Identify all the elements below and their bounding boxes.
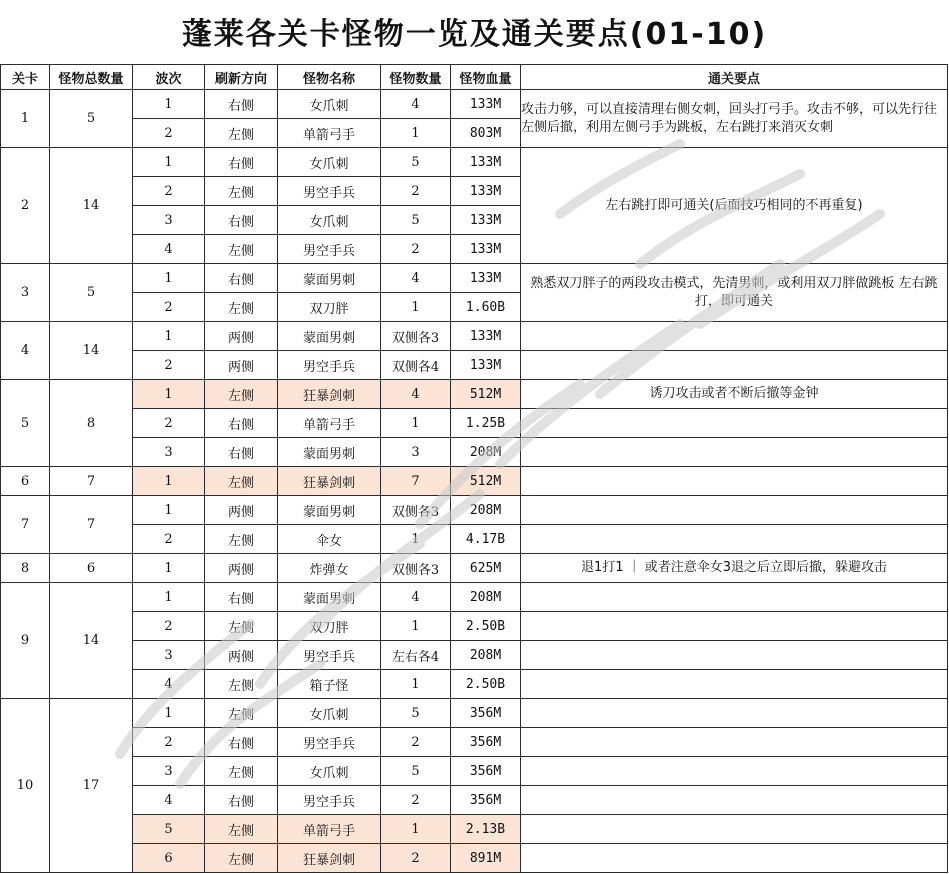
direction-cell: 左侧 bbox=[205, 670, 278, 699]
tips-cell bbox=[521, 728, 948, 757]
level-cell: 9 bbox=[1, 583, 50, 699]
table-row bbox=[1, 409, 948, 438]
tips-cell bbox=[521, 467, 948, 496]
total-count-cell: 14 bbox=[50, 583, 133, 699]
monster-count-cell: 1 bbox=[381, 525, 451, 554]
header-level: 关卡 bbox=[1, 65, 50, 90]
wave-cell: 1 bbox=[133, 467, 205, 496]
direction-cell: 左侧 bbox=[205, 119, 278, 148]
monster-hp-cell: 512M bbox=[451, 380, 521, 409]
tips-cell bbox=[521, 583, 948, 612]
monster-hp-cell: 2.13B bbox=[451, 815, 521, 844]
wave-cell: 1 bbox=[133, 554, 205, 583]
monster-count-cell: 1 bbox=[381, 119, 451, 148]
monster-hp-cell: 356M bbox=[451, 757, 521, 786]
tips-cell bbox=[521, 757, 948, 786]
table-row bbox=[1, 844, 948, 873]
monster-name-cell: 蒙面男刺 bbox=[278, 496, 381, 525]
tips-cell bbox=[521, 844, 948, 873]
wave-cell: 2 bbox=[133, 728, 205, 757]
tips-cell bbox=[521, 351, 948, 380]
tips-cell bbox=[521, 815, 948, 844]
table-row bbox=[1, 264, 948, 293]
direction-cell: 两侧 bbox=[205, 496, 278, 525]
monster-count-cell: 1 bbox=[381, 409, 451, 438]
monster-hp-cell: 356M bbox=[451, 786, 521, 815]
direction-cell: 两侧 bbox=[205, 554, 278, 583]
total-count-cell: 5 bbox=[50, 90, 133, 148]
total-count-cell: 7 bbox=[50, 496, 133, 554]
total-count-cell: 7 bbox=[50, 467, 133, 496]
monster-hp-cell: 133M bbox=[451, 206, 521, 235]
monster-count-cell: 双侧各3 bbox=[381, 322, 451, 351]
level-cell: 4 bbox=[1, 322, 50, 380]
monster-name-cell: 蒙面男刺 bbox=[278, 583, 381, 612]
monster-hp-cell: 208M bbox=[451, 583, 521, 612]
monster-name-cell: 单箭弓手 bbox=[278, 119, 381, 148]
monster-name-cell: 女爪刺 bbox=[278, 206, 381, 235]
monster-count-cell: 2 bbox=[381, 728, 451, 757]
monster-name-cell: 箱子怪 bbox=[278, 670, 381, 699]
direction-cell: 左侧 bbox=[205, 467, 278, 496]
direction-cell: 左侧 bbox=[205, 844, 278, 873]
monster-name-cell: 男空手兵 bbox=[278, 641, 381, 670]
wave-cell: 4 bbox=[133, 235, 205, 264]
monster-count-cell: 2 bbox=[381, 235, 451, 264]
monster-name-cell: 男空手兵 bbox=[278, 235, 381, 264]
monster-count-cell: 2 bbox=[381, 177, 451, 206]
tips-cell bbox=[521, 612, 948, 641]
header-monster-count: 怪物数量 bbox=[381, 65, 451, 90]
wave-cell: 1 bbox=[133, 496, 205, 525]
monster-hp-cell: 891M bbox=[451, 844, 521, 873]
total-count-cell: 17 bbox=[50, 699, 133, 873]
level-cell: 10 bbox=[1, 699, 50, 873]
wave-cell: 3 bbox=[133, 641, 205, 670]
monster-count-cell: 1 bbox=[381, 815, 451, 844]
monster-name-cell: 单箭弓手 bbox=[278, 815, 381, 844]
direction-cell: 左侧 bbox=[205, 293, 278, 322]
monster-hp-cell: 133M bbox=[451, 90, 521, 119]
direction-cell: 右侧 bbox=[205, 728, 278, 757]
direction-cell: 右侧 bbox=[205, 264, 278, 293]
wave-cell: 2 bbox=[133, 409, 205, 438]
monster-name-cell: 狂暴剑刺 bbox=[278, 844, 381, 873]
level-cell: 6 bbox=[1, 467, 50, 496]
monster-count-cell: 1 bbox=[381, 612, 451, 641]
direction-cell: 右侧 bbox=[205, 583, 278, 612]
table-row bbox=[1, 148, 948, 177]
level-cell: 1 bbox=[1, 90, 50, 148]
monster-hp-cell: 1.25B bbox=[451, 409, 521, 438]
header-direction: 刷新方向 bbox=[205, 65, 278, 90]
monster-count-cell: 左右各4 bbox=[381, 641, 451, 670]
table-row bbox=[1, 670, 948, 699]
tips-cell bbox=[521, 786, 948, 815]
wave-cell: 6 bbox=[133, 844, 205, 873]
direction-cell: 左侧 bbox=[205, 612, 278, 641]
wave-cell: 2 bbox=[133, 525, 205, 554]
table-row bbox=[1, 757, 948, 786]
total-count-cell: 14 bbox=[50, 148, 133, 264]
monster-hp-cell: 133M bbox=[451, 177, 521, 206]
direction-cell: 左侧 bbox=[205, 380, 278, 409]
monster-hp-cell: 4.17B bbox=[451, 525, 521, 554]
direction-cell: 右侧 bbox=[205, 148, 278, 177]
monster-hp-cell: 356M bbox=[451, 728, 521, 757]
monster-name-cell: 双刀胖 bbox=[278, 612, 381, 641]
monster-hp-cell: 2.50B bbox=[451, 612, 521, 641]
wave-cell: 4 bbox=[133, 786, 205, 815]
tips-cell: 攻击力够，可以直接清理右侧女刺，回头打弓手。攻击不够，可以先行往左侧后撤，利用左侧弓手为跳板，左右跳打来消灭女刺 bbox=[521, 90, 948, 148]
direction-cell: 左侧 bbox=[205, 525, 278, 554]
monster-hp-cell: 625M bbox=[451, 554, 521, 583]
wave-cell: 2 bbox=[133, 351, 205, 380]
table-row bbox=[1, 525, 948, 554]
level-cell: 2 bbox=[1, 148, 50, 264]
wave-cell: 1 bbox=[133, 380, 205, 409]
header-wave: 波次 bbox=[133, 65, 205, 90]
monster-count-cell: 2 bbox=[381, 786, 451, 815]
table-row bbox=[1, 496, 948, 525]
tips-cell bbox=[521, 409, 948, 438]
header-row bbox=[1, 65, 948, 90]
monster-count-cell: 4 bbox=[381, 380, 451, 409]
table-row bbox=[1, 351, 948, 380]
monster-count-cell: 双侧各3 bbox=[381, 496, 451, 525]
monster-name-cell: 双刀胖 bbox=[278, 293, 381, 322]
monster-name-cell: 女爪刺 bbox=[278, 90, 381, 119]
wave-cell: 1 bbox=[133, 90, 205, 119]
table-row bbox=[1, 380, 948, 409]
level-cell: 8 bbox=[1, 554, 50, 583]
monster-name-cell: 伞女 bbox=[278, 525, 381, 554]
wave-cell: 1 bbox=[133, 583, 205, 612]
total-count-cell: 14 bbox=[50, 322, 133, 380]
monster-table bbox=[0, 64, 948, 873]
direction-cell: 左侧 bbox=[205, 699, 278, 728]
direction-cell: 两侧 bbox=[205, 351, 278, 380]
monster-name-cell: 男空手兵 bbox=[278, 351, 381, 380]
table-row bbox=[1, 786, 948, 815]
monster-count-cell: 1 bbox=[381, 670, 451, 699]
direction-cell: 右侧 bbox=[205, 786, 278, 815]
wave-cell: 2 bbox=[133, 293, 205, 322]
monster-count-cell: 3 bbox=[381, 438, 451, 467]
direction-cell: 左侧 bbox=[205, 177, 278, 206]
tips-cell bbox=[521, 322, 948, 351]
monster-count-cell: 4 bbox=[381, 90, 451, 119]
monster-hp-cell: 356M bbox=[451, 699, 521, 728]
monster-name-cell: 女爪刺 bbox=[278, 148, 381, 177]
level-cell: 3 bbox=[1, 264, 50, 322]
monster-hp-cell: 133M bbox=[451, 351, 521, 380]
table-row bbox=[1, 554, 948, 583]
table-row bbox=[1, 583, 948, 612]
monster-name-cell: 蒙面男刺 bbox=[278, 264, 381, 293]
tips-cell: 左右跳打即可通关(后面技巧相同的不再重复) bbox=[521, 148, 948, 264]
table-row bbox=[1, 815, 948, 844]
monster-name-cell: 单箭弓手 bbox=[278, 409, 381, 438]
table-row bbox=[1, 90, 948, 119]
direction-cell: 右侧 bbox=[205, 206, 278, 235]
monster-count-cell: 双侧各4 bbox=[381, 351, 451, 380]
tips-cell bbox=[521, 525, 948, 554]
direction-cell: 左侧 bbox=[205, 757, 278, 786]
table-row bbox=[1, 728, 948, 757]
wave-cell: 2 bbox=[133, 119, 205, 148]
monster-count-cell: 双侧各3 bbox=[381, 554, 451, 583]
monster-hp-cell: 208M bbox=[451, 496, 521, 525]
tips-cell bbox=[521, 496, 948, 525]
table-row bbox=[1, 322, 948, 351]
monster-hp-cell: 512M bbox=[451, 467, 521, 496]
wave-cell: 1 bbox=[133, 264, 205, 293]
wave-cell: 1 bbox=[133, 699, 205, 728]
direction-cell: 两侧 bbox=[205, 322, 278, 351]
wave-cell: 5 bbox=[133, 815, 205, 844]
header-total: 怪物总数量 bbox=[50, 65, 133, 90]
tips-cell bbox=[521, 670, 948, 699]
level-cell: 7 bbox=[1, 496, 50, 554]
table-row bbox=[1, 699, 948, 728]
monster-name-cell: 蒙面男刺 bbox=[278, 438, 381, 467]
wave-cell: 1 bbox=[133, 322, 205, 351]
wave-cell: 3 bbox=[133, 757, 205, 786]
monster-count-cell: 5 bbox=[381, 699, 451, 728]
monster-name-cell: 狂暴剑刺 bbox=[278, 380, 381, 409]
monster-hp-cell: 208M bbox=[451, 641, 521, 670]
monster-name-cell: 蒙面男刺 bbox=[278, 322, 381, 351]
monster-hp-cell: 208M bbox=[451, 438, 521, 467]
header-monster-hp: 怪物血量 bbox=[451, 65, 521, 90]
level-cell: 5 bbox=[1, 380, 50, 467]
direction-cell: 右侧 bbox=[205, 90, 278, 119]
monster-name-cell: 炸弹女 bbox=[278, 554, 381, 583]
table-row bbox=[1, 612, 948, 641]
total-count-cell: 8 bbox=[50, 380, 133, 467]
monster-count-cell: 7 bbox=[381, 467, 451, 496]
monster-name-cell: 男空手兵 bbox=[278, 786, 381, 815]
direction-cell: 左侧 bbox=[205, 235, 278, 264]
wave-cell: 1 bbox=[133, 148, 205, 177]
monster-name-cell: 女爪刺 bbox=[278, 699, 381, 728]
tips-cell bbox=[521, 438, 948, 467]
wave-cell: 3 bbox=[133, 206, 205, 235]
table-row bbox=[1, 467, 948, 496]
monster-hp-cell: 133M bbox=[451, 148, 521, 177]
table-row bbox=[1, 438, 948, 467]
tips-cell: 诱刀攻击或者不断后撤等金钟 bbox=[521, 380, 948, 409]
header-monster-name: 怪物名称 bbox=[278, 65, 381, 90]
monster-hp-cell: 2.50B bbox=[451, 670, 521, 699]
page-title: 蓬莱各关卡怪物一览及通关要点(01-10) bbox=[181, 17, 768, 52]
monster-hp-cell: 133M bbox=[451, 322, 521, 351]
monster-count-cell: 2 bbox=[381, 844, 451, 873]
monster-hp-cell: 1.60B bbox=[451, 293, 521, 322]
tips-cell bbox=[521, 699, 948, 728]
monster-count-cell: 1 bbox=[381, 293, 451, 322]
direction-cell: 右侧 bbox=[205, 409, 278, 438]
total-count-cell: 6 bbox=[50, 554, 133, 583]
monster-count-cell: 5 bbox=[381, 206, 451, 235]
header-tips: 通关要点 bbox=[521, 65, 948, 90]
wave-cell: 4 bbox=[133, 670, 205, 699]
monster-count-cell: 5 bbox=[381, 148, 451, 177]
wave-cell: 3 bbox=[133, 438, 205, 467]
monster-hp-cell: 133M bbox=[451, 235, 521, 264]
monster-name-cell: 男空手兵 bbox=[278, 177, 381, 206]
table-row bbox=[1, 641, 948, 670]
monster-hp-cell: 803M bbox=[451, 119, 521, 148]
wave-cell: 2 bbox=[133, 612, 205, 641]
tips-cell: 退1打1 ｜ 或者注意伞女3退之后立即后撤，躲避攻击 bbox=[521, 554, 948, 583]
monster-count-cell: 4 bbox=[381, 583, 451, 612]
direction-cell: 两侧 bbox=[205, 641, 278, 670]
total-count-cell: 5 bbox=[50, 264, 133, 322]
tips-cell: 熟悉双刀胖子的两段攻击模式，先清男刺，或利用双刀胖做跳板 左右跳打，即可通关 bbox=[521, 264, 948, 322]
monster-name-cell: 女爪刺 bbox=[278, 757, 381, 786]
wave-cell: 2 bbox=[133, 177, 205, 206]
direction-cell: 右侧 bbox=[205, 438, 278, 467]
monster-hp-cell: 133M bbox=[451, 264, 521, 293]
direction-cell: 左侧 bbox=[205, 815, 278, 844]
table-body bbox=[1, 90, 948, 873]
monster-name-cell: 狂暴剑刺 bbox=[278, 467, 381, 496]
monster-name-cell: 男空手兵 bbox=[278, 728, 381, 757]
monster-count-cell: 5 bbox=[381, 757, 451, 786]
monster-count-cell: 4 bbox=[381, 264, 451, 293]
tips-cell bbox=[521, 641, 948, 670]
